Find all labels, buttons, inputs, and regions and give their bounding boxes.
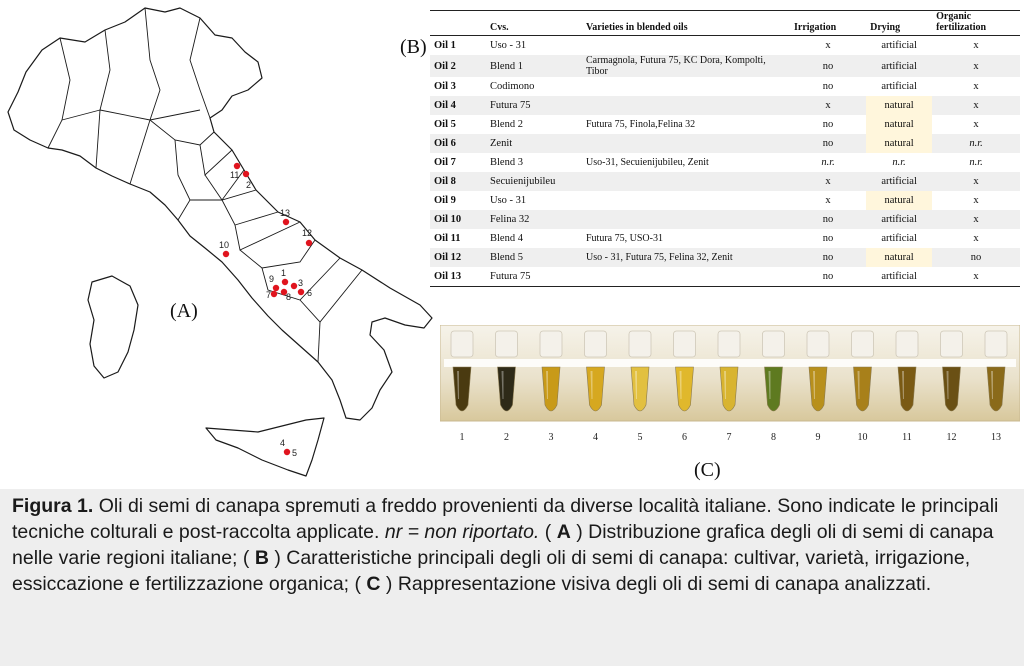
- italy-mainland: [8, 8, 432, 420]
- tube-oil-sample: [676, 367, 694, 411]
- cell-drying: natural: [866, 96, 932, 115]
- tube-rack: [444, 359, 1016, 367]
- tube-oil-sample: [854, 367, 872, 411]
- tube-number: 8: [771, 432, 776, 443]
- tube-cap: [852, 331, 874, 357]
- cell-organic: x: [932, 96, 1020, 115]
- caption-text-3: ) Distribuzione grafica degli oli di semi di canapa nelle varie regioni italiane; (: [12, 521, 994, 569]
- header-irrigation: Irrigation: [790, 11, 866, 36]
- tube-oil-sample: [720, 367, 738, 411]
- cell-organic: x: [932, 267, 1020, 287]
- tube-oil-sample: [987, 367, 1005, 411]
- map-dot: [282, 279, 288, 285]
- table-row: [430, 248, 1020, 267]
- tube-cap: [763, 331, 785, 357]
- table-body: [430, 36, 1020, 287]
- cell-oil: Oil 9: [434, 195, 456, 206]
- header-varieties: Varieties in blended oils: [582, 11, 790, 36]
- cell-drying: artificial: [881, 233, 917, 244]
- tube-oil-sample: [631, 367, 649, 411]
- map-dot: [283, 219, 289, 225]
- cell-varieties: [582, 77, 790, 96]
- cell-oil: Oil 11: [434, 233, 461, 244]
- cell-irrigation: no: [790, 210, 866, 229]
- tube-cap: [629, 331, 651, 357]
- cell-drying: natural: [866, 134, 932, 153]
- tube-number: 13: [991, 432, 1001, 443]
- header-organic-line1: Organic: [936, 11, 972, 22]
- oil-tube: [941, 331, 963, 443]
- map-point-label: 7: [266, 290, 272, 300]
- cell-organic: no: [932, 248, 1020, 267]
- oil-table-panel: [430, 10, 1020, 287]
- tube-oil-sample: [943, 367, 961, 411]
- caption-ref-b: B: [254, 547, 269, 569]
- cell-oil: Oil 1: [434, 40, 456, 51]
- tube-number: 10: [857, 432, 868, 443]
- cell-varieties: [582, 172, 790, 191]
- map-panel: [0, 0, 440, 490]
- tube-cap: [807, 331, 829, 357]
- cell-irrigation: no: [790, 134, 866, 153]
- header-organic: [932, 11, 1020, 36]
- tube-oil-sample: [765, 367, 783, 411]
- cell-cv: Futura 75: [486, 96, 582, 115]
- map-point-label: 4: [280, 438, 286, 448]
- header-organic-line2: fertilization: [936, 22, 987, 33]
- table-header-row: [430, 11, 1020, 36]
- cell-cv: Blend 3: [490, 157, 523, 168]
- cell-organic: x: [973, 40, 979, 51]
- tube-number: 2: [504, 432, 509, 443]
- cell-cv: Blend 5: [486, 248, 582, 267]
- cell-irrigation: no: [822, 81, 834, 92]
- map-dot: [273, 285, 279, 291]
- sicily: [206, 418, 324, 476]
- cell-cv: Uso - 31: [490, 40, 527, 51]
- cell-cv: Blend 4: [490, 233, 523, 244]
- cell-oil: Oil 8: [430, 172, 486, 191]
- table-row: [430, 77, 1020, 96]
- cell-organic: x: [932, 55, 1020, 77]
- tube-number: 4: [593, 432, 598, 443]
- table-row: [430, 115, 1020, 134]
- cell-varieties: Carmagnola, Futura 75, KC Dora, Kompolti, Tibor: [582, 55, 790, 77]
- cell-oil: Oil 6: [430, 134, 486, 153]
- tube-oil-sample: [498, 367, 516, 411]
- cell-oil: Oil 2: [430, 55, 486, 77]
- cell-oil: Oil 4: [430, 96, 486, 115]
- oil-tube: [451, 331, 473, 443]
- figure-caption: [0, 489, 1024, 666]
- tube-cap: [585, 331, 607, 357]
- tube-oil-sample: [898, 367, 916, 411]
- cell-drying: natural: [866, 115, 932, 134]
- header-cvs: Cvs.: [486, 11, 582, 36]
- caption-text-1: Oli di semi di canapa spremuti a freddo provenienti da diverse località italiane. Sono indicate le principali tecniche colturali e post-raccolta applicate.: [12, 495, 999, 543]
- sardinia: [88, 276, 138, 378]
- cell-organic: n.r.: [969, 157, 983, 168]
- table-row: [430, 191, 1020, 210]
- map-point-label: 2: [246, 180, 252, 190]
- map-dot: [284, 449, 290, 455]
- map-point-label: 1: [281, 268, 287, 278]
- tube-number: 5: [637, 432, 643, 443]
- map-point-label: 8: [286, 292, 292, 302]
- cell-varieties: [582, 134, 790, 153]
- panel-label-b: (B): [400, 36, 427, 58]
- tube-cap: [896, 331, 918, 357]
- tubes-panel: [440, 325, 1020, 470]
- header-drying: Drying: [866, 11, 932, 36]
- cell-organic: n.r.: [932, 134, 1020, 153]
- map-dot: [298, 289, 304, 295]
- oil-tube: [852, 331, 874, 443]
- tube-cap: [941, 331, 963, 357]
- cell-irrigation: n.r.: [821, 157, 835, 168]
- tube-number: 7: [726, 432, 732, 443]
- caption-ref-a: A: [556, 521, 571, 543]
- oil-tube: [985, 331, 1007, 443]
- cell-organic: x: [932, 210, 1020, 229]
- caption-ref-c: C: [366, 573, 381, 595]
- cell-irrigation: x: [825, 40, 831, 51]
- tube-number: 3: [548, 432, 554, 443]
- map-point-label: 9: [269, 274, 275, 284]
- map-point-label: 11: [230, 170, 240, 180]
- tube-oil-sample: [542, 367, 560, 411]
- table-row: [430, 172, 1020, 191]
- oil-tube: [896, 331, 918, 443]
- cell-cv: Blend 2: [490, 119, 523, 130]
- cell-drying: artificial: [881, 40, 917, 51]
- map-dot: [271, 291, 277, 297]
- caption-text-5: ) Rappresentazione visiva degli oli di semi di canapa analizzati.: [380, 573, 932, 595]
- tube-cap: [718, 331, 740, 357]
- tube-cap: [496, 331, 518, 357]
- map-point-label: 12: [302, 228, 313, 238]
- table-row: [430, 153, 1020, 172]
- map-dot: [243, 171, 249, 177]
- cell-cv: Zenit: [486, 134, 582, 153]
- tube-number: 6: [682, 432, 687, 443]
- table-row: [430, 210, 1020, 229]
- map-dot: [223, 251, 229, 257]
- cell-irrigation: x: [790, 172, 866, 191]
- map-point-label: 3: [298, 278, 304, 288]
- header-oil: [430, 11, 486, 36]
- cell-cv: Futura 75: [486, 267, 582, 287]
- table-row: [430, 267, 1020, 287]
- cell-drying: artificial: [866, 210, 932, 229]
- oil-tube: [718, 331, 740, 443]
- cell-drying: natural: [866, 191, 932, 210]
- tube-cap: [540, 331, 562, 357]
- cell-varieties: Uso-31, Secuienijubileu, Zenit: [586, 157, 709, 168]
- cell-varieties: Futura 75, USO-31: [586, 233, 663, 244]
- tube-number: 12: [946, 432, 957, 443]
- caption-text-2: (: [539, 521, 557, 543]
- tubes-photo: [440, 325, 1020, 470]
- cell-varieties: [582, 191, 790, 210]
- cell-oil: Oil 7: [434, 157, 456, 168]
- map-dot: [306, 240, 312, 246]
- oil-tube: [807, 331, 829, 443]
- cell-oil: Oil 12: [430, 248, 486, 267]
- oil-tube: [585, 331, 607, 443]
- cell-irrigation: no: [790, 267, 866, 287]
- cell-organic: x: [973, 195, 979, 206]
- cell-organic: x: [973, 119, 979, 130]
- cell-varieties: Futura 75, Finola,Felina 32: [586, 119, 696, 130]
- cell-oil: Oil 3: [434, 81, 456, 92]
- cell-drying: artificial: [866, 172, 932, 191]
- panel-label-c: (C): [694, 459, 721, 481]
- oil-tube: [674, 331, 696, 443]
- cell-oil: Oil 10: [430, 210, 486, 229]
- oil-table: [430, 10, 1020, 287]
- tube-number: 1: [459, 432, 465, 443]
- cell-drying: artificial: [866, 55, 932, 77]
- table-row: [430, 96, 1020, 115]
- caption-text-4: ) Caratteristiche principali degli oli di semi di canapa: cultivar, varietà, irrigazione, essiccazione e fertilizzazione organica; (: [12, 547, 971, 595]
- cell-irrigation: no: [790, 248, 866, 267]
- cell-cv: Codimono: [490, 81, 535, 92]
- tube-number: 9: [815, 432, 821, 443]
- cell-drying: n.r.: [892, 157, 906, 168]
- cell-organic: x: [973, 81, 979, 92]
- cell-varieties: Uso - 31, Futura 75, Felina 32, Zenit: [582, 248, 790, 267]
- italy-map: [0, 0, 440, 490]
- caption-figure-number: Figura 1.: [12, 495, 94, 517]
- cell-irrigation: x: [790, 96, 866, 115]
- cell-oil: Oil 13: [430, 267, 486, 287]
- tube-oil-sample: [453, 367, 471, 411]
- panel-label-a: (A): [170, 300, 198, 322]
- oil-tube: [540, 331, 562, 443]
- map-point-label: 5: [292, 448, 298, 458]
- cell-irrigation: no: [822, 119, 834, 130]
- oil-tube: [629, 331, 651, 443]
- map-dot: [234, 163, 240, 169]
- tube-cap: [674, 331, 696, 357]
- cell-oil: Oil 5: [434, 119, 456, 130]
- cell-cv: Uso - 31: [490, 195, 527, 206]
- tube-cap: [451, 331, 473, 357]
- cell-drying: natural: [866, 248, 932, 267]
- tube-cap: [985, 331, 1007, 357]
- cell-irrigation: no: [790, 55, 866, 77]
- cell-organic: x: [973, 233, 979, 244]
- cell-irrigation: no: [822, 233, 834, 244]
- cell-organic: x: [932, 172, 1020, 191]
- map-dot: [291, 283, 297, 289]
- cell-cv: Blend 1: [486, 55, 582, 77]
- tube-number: 11: [902, 432, 912, 443]
- cell-varieties: [582, 36, 790, 56]
- oil-tube: [496, 331, 518, 443]
- oil-tube: [763, 331, 785, 443]
- cell-cv: Secuienijubileu: [486, 172, 582, 191]
- caption-nr-note: nr = non riportato.: [384, 521, 540, 543]
- cell-irrigation: x: [825, 195, 831, 206]
- cell-varieties: [582, 210, 790, 229]
- cell-varieties: [582, 96, 790, 115]
- map-point-label: 13: [280, 208, 291, 218]
- table-row: [430, 134, 1020, 153]
- tube-oil-sample: [587, 367, 605, 411]
- table-row: [430, 55, 1020, 77]
- cell-drying: artificial: [866, 267, 932, 287]
- tube-oil-sample: [809, 367, 827, 411]
- cell-drying: artificial: [881, 81, 917, 92]
- map-point-label: 10: [219, 240, 230, 250]
- cell-cv: Felina 32: [486, 210, 582, 229]
- map-point-label: 6: [307, 288, 313, 298]
- table-row: [430, 36, 1020, 56]
- table-row: [430, 229, 1020, 248]
- cell-varieties: [582, 267, 790, 287]
